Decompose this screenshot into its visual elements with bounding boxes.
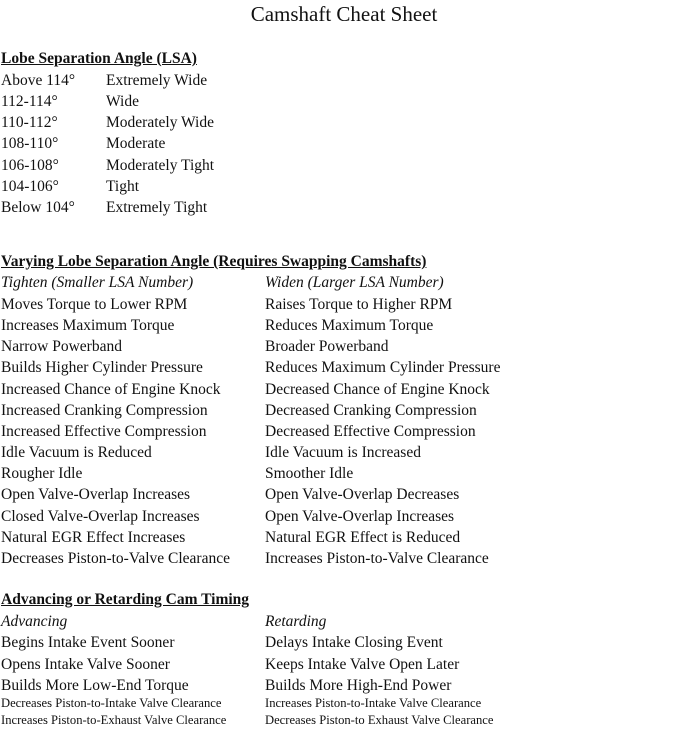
lsa-desc: Extremely Wide [106, 72, 208, 89]
lsa-range: Above 114° [1, 72, 76, 89]
tighten-effect: Open Valve-Overlap Increases [1, 486, 191, 503]
retarding-effect: Delays Intake Closing Event [265, 634, 443, 651]
widen-effect: Reduces Maximum Torque [265, 317, 434, 334]
lsa-desc: Extremely Tight [106, 199, 208, 216]
tighten-effect: Narrow Powerband [1, 338, 122, 355]
tighten-effect: Idle Vacuum is Reduced [1, 444, 152, 461]
tighten-effect: Increased Chance of Engine Knock [1, 381, 221, 398]
widen-effect: Raises Torque to Higher RPM [265, 296, 453, 313]
timing-heading: Advancing or Retarding Cam Timing [1, 591, 250, 608]
page-title: Camshaft Cheat Sheet [250, 2, 438, 26]
tighten-header: Tighten (Smaller LSA Number) [1, 274, 194, 291]
retarding-effect: Decreases Piston-to Exhaust Valve Clearance [265, 713, 494, 727]
widen-effect: Open Valve-Overlap Increases [265, 508, 455, 525]
lsa-desc: Tight [106, 178, 140, 195]
lsa-range: 108-110° [1, 135, 59, 152]
retarding-effect: Keeps Intake Valve Open Later [265, 656, 460, 673]
tighten-effect: Increases Maximum Torque [1, 317, 175, 334]
lsa-range: 106-108° [1, 157, 59, 174]
tighten-effect: Natural EGR Effect Increases [1, 529, 186, 546]
retarding-header: Retarding [265, 613, 327, 630]
lsa-desc: Wide [106, 93, 139, 110]
widen-effect: Decreased Cranking Compression [265, 402, 477, 419]
tighten-effect: Decreases Piston-to-Valve Clearance [1, 550, 230, 567]
tighten-effect: Closed Valve-Overlap Increases [1, 508, 200, 525]
tighten-effect: Builds Higher Cylinder Pressure [1, 359, 203, 376]
tighten-effect: Moves Torque to Lower RPM [1, 296, 188, 313]
widen-effect: Broader Powerband [265, 338, 389, 355]
tighten-effect: Rougher Idle [1, 465, 83, 482]
lsa-range: Below 104° [1, 199, 75, 216]
lsa-desc: Moderately Tight [106, 157, 215, 174]
lsa-range: 112-114° [1, 93, 58, 110]
advancing-header: Advancing [1, 613, 68, 630]
widen-header: Widen (Larger LSA Number) [265, 274, 444, 291]
lsa-desc: Moderately Wide [106, 114, 214, 131]
lsa-range: 104-106° [1, 178, 59, 195]
tighten-effect: Increased Effective Compression [1, 423, 207, 440]
advancing-effect: Opens Intake Valve Sooner [1, 656, 170, 673]
tighten-effect: Increased Cranking Compression [1, 402, 208, 419]
widen-effect: Increases Piston-to-Valve Clearance [265, 550, 489, 567]
advancing-effect: Increases Piston-to-Exhaust Valve Clearance [1, 713, 227, 727]
advancing-effect: Decreases Piston-to-Intake Valve Clearance [1, 696, 222, 710]
advancing-effect: Begins Intake Event Sooner [1, 634, 175, 651]
widen-effect: Natural EGR Effect is Reduced [265, 529, 461, 546]
widen-effect: Decreased Chance of Engine Knock [265, 381, 490, 398]
lsa-desc: Moderate [106, 135, 166, 152]
widen-effect: Idle Vacuum is Increased [265, 444, 421, 461]
lsa-heading: Lobe Separation Angle (LSA) [1, 50, 197, 67]
widen-effect: Decreased Effective Compression [265, 423, 476, 440]
retarding-effect: Increases Piston-to-Intake Valve Clearance [265, 696, 482, 710]
widen-effect: Reduces Maximum Cylinder Pressure [265, 359, 501, 376]
varying-heading: Varying Lobe Separation Angle (Requires Swapping Camshafts) [1, 253, 427, 270]
widen-effect: Smoother Idle [265, 465, 354, 482]
retarding-effect: Builds More High-End Power [265, 677, 452, 694]
widen-effect: Open Valve-Overlap Decreases [265, 486, 460, 503]
advancing-effect: Builds More Low-End Torque [1, 677, 189, 694]
lsa-range: 110-112° [1, 114, 58, 131]
